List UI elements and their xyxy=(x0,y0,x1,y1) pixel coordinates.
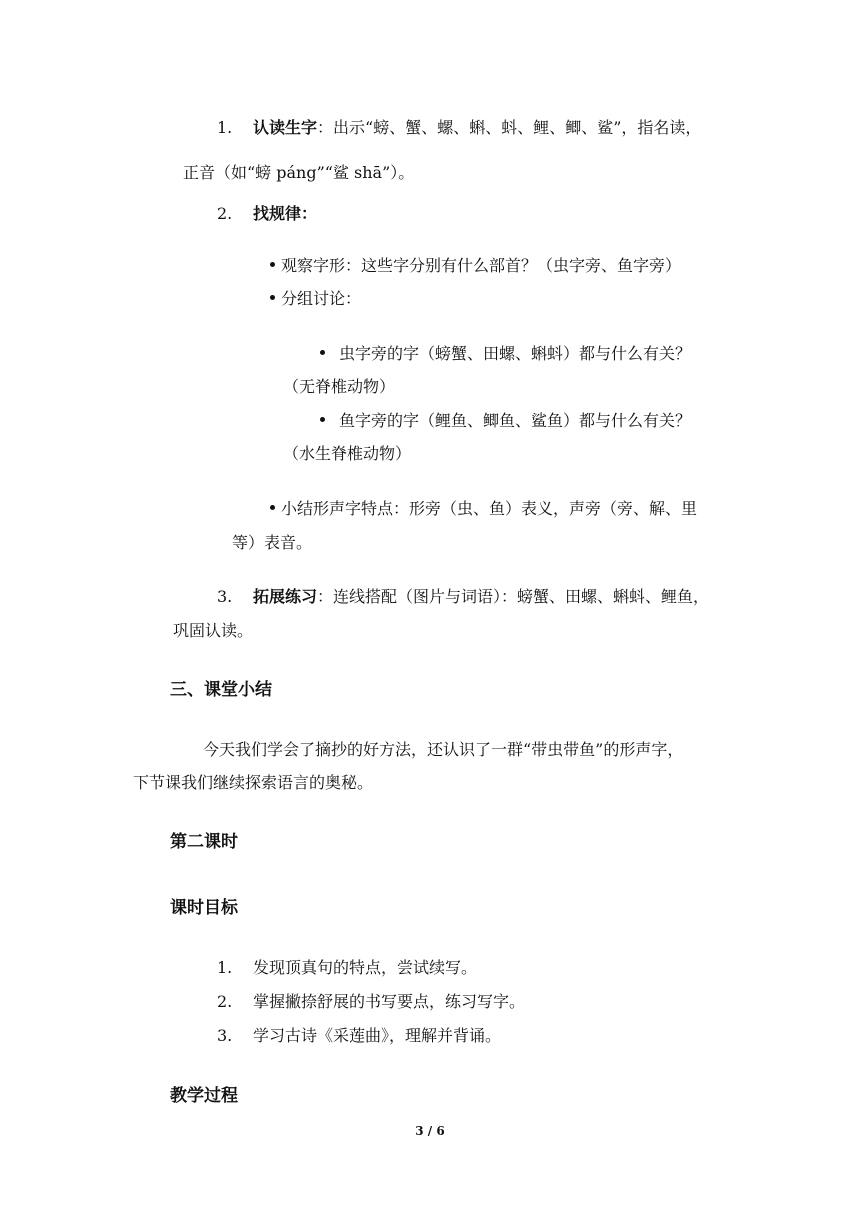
bullet-dot-icon xyxy=(320,350,325,355)
sub-bullet-text: 鱼字旁的字（鲤鱼、鲫鱼、鲨鱼）都与什么有关？ xyxy=(339,411,692,430)
sub-bullet-continuation: （水生脊椎动物） xyxy=(283,444,412,463)
section-heading: 三、课堂小结 xyxy=(170,680,272,700)
step2-label: 找规律 xyxy=(253,204,302,223)
lesson-heading: 第二课时 xyxy=(170,832,238,852)
step3-label: 拓展练习 xyxy=(253,587,318,606)
summary-line1: 今天我们学会了摘抄的好方法，还认识了一群“带虫带鱼”的形声字， xyxy=(203,740,684,759)
sub-bullet-item xyxy=(320,344,691,364)
bullet-item xyxy=(270,289,361,309)
bullet-dot-icon xyxy=(270,295,275,300)
goal-item: 学习古诗《采莲曲》，理解并背诵。 xyxy=(253,1026,502,1045)
sub-bullet-continuation: （无脊椎动物） xyxy=(283,377,396,396)
bullet-text: 观察字形：这些字分别有什么部首？（虫字旁、鱼字旁） xyxy=(281,256,682,275)
step3-text: ：连线搭配（图片与词语）：螃蟹、田螺、蝌蚪、鲤鱼， xyxy=(317,587,710,606)
step1-line2: 正音（如“螃 páng”“鲨 shā”）。 xyxy=(183,163,415,182)
page-number: 3 / 6 xyxy=(415,1124,445,1138)
sub-bullet-text: 虫字旁的字（螃蟹、田螺、蝌蚪）都与什么有关？ xyxy=(339,344,692,363)
bullet-item xyxy=(270,256,681,276)
process-heading: 教学过程 xyxy=(170,1086,238,1106)
bullet-dot-icon xyxy=(270,262,275,267)
bullet-dot-icon xyxy=(270,505,275,510)
goal-number: 2. xyxy=(217,992,233,1011)
goals-heading: 课时目标 xyxy=(170,898,238,918)
step3-line2: 巩固认读。 xyxy=(173,621,254,640)
sub-bullet-item xyxy=(320,411,691,431)
step2-line xyxy=(253,204,317,224)
goal-number: 1. xyxy=(217,958,233,977)
summary-line2: 下节课我们继续探索语言的奥秘。 xyxy=(133,773,374,792)
step1-line1 xyxy=(253,118,701,138)
bullet-dot-icon xyxy=(320,417,325,422)
step1-text: ：出示“螃、蟹、螺、蝌、蚪、鲤、鲫、鲨”，指名读， xyxy=(317,118,702,137)
bullet-text: 小结形声字特点：形旁（虫、鱼）表义，声旁（旁、解、里 xyxy=(281,499,698,518)
step3-line1 xyxy=(253,587,709,607)
step1-number: 1. xyxy=(217,118,233,137)
goal-item: 发现顶真句的特点，尝试续写。 xyxy=(253,958,478,977)
step2-number: 2. xyxy=(217,204,233,223)
step1-label: 认读生字 xyxy=(253,118,318,137)
bullet-continuation: 等）表音。 xyxy=(232,533,313,552)
step3-number: 3. xyxy=(217,587,233,606)
goal-number: 3. xyxy=(217,1026,233,1045)
goal-item: 掌握撇捺舒展的书写要点，练习写字。 xyxy=(253,992,526,1011)
bullet-text: 分组讨论： xyxy=(281,289,362,308)
step2-colon: ： xyxy=(301,204,318,223)
bullet-item xyxy=(270,499,697,519)
